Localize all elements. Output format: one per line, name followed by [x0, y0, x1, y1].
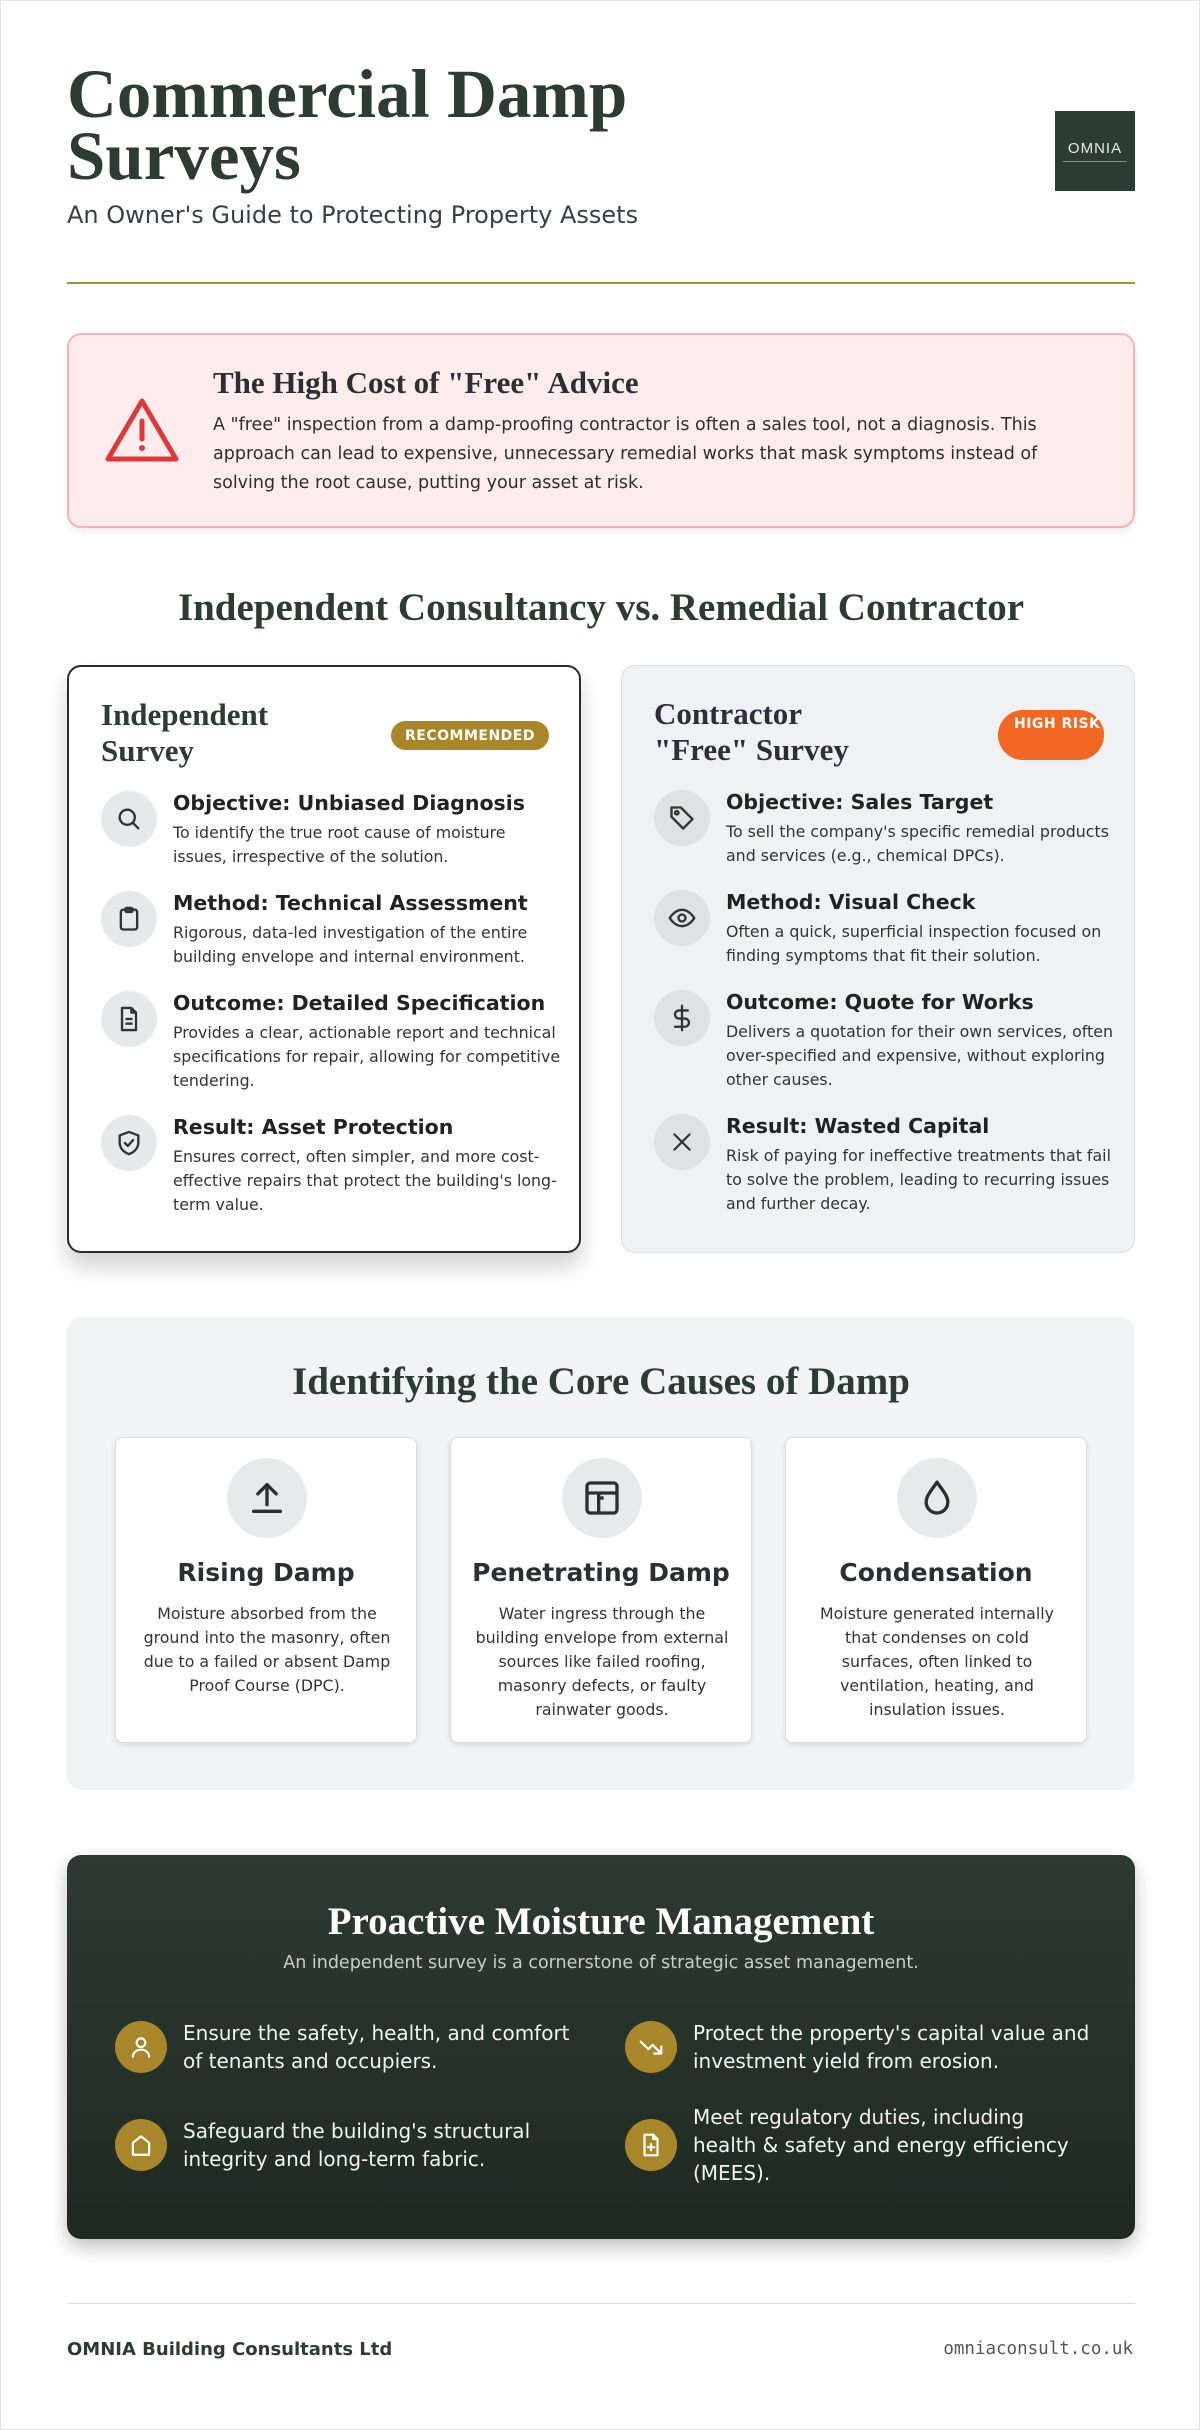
trend-down-icon: [625, 2021, 677, 2073]
item-text: Risk of paying for ineffective treatments that fail to solve the problem, leading to recurring issues and further decay.: [726, 1146, 1111, 1213]
item-text: Often a quick, superficial inspection focused on finding symptoms that fit their solution.: [726, 922, 1102, 965]
cause-title: Condensation: [839, 1558, 1033, 1587]
item-heading: Outcome: Quote for Works: [726, 990, 1034, 1014]
cause-text: Moisture absorbed from the ground into the masonry, often due to a failed or absent Damp Proof Course (DPC).: [143, 1604, 391, 1695]
recommended-badge: RECOMMENDED: [391, 721, 549, 750]
warning-title: The High Cost of "Free" Advice: [213, 365, 639, 400]
arrow-up-icon: [227, 1458, 307, 1538]
page-subtitle: An Owner's Guide to Protecting Property Assets: [67, 201, 639, 229]
management-subheading: An independent survey is a cornerstone of strategic asset management.: [283, 1953, 919, 1973]
item-text: To sell the company's specific remedial products and services (e.g., chemical DPCs).: [726, 822, 1109, 865]
management-heading: Proactive Moisture Management: [327, 1900, 875, 1943]
logo-tagline-line: [1063, 161, 1127, 163]
benefit-text: Protect the property's capital value and investment yield from erosion.: [693, 2021, 1090, 2073]
item-text: Ensures correct, often simpler, and more cost-effective repairs that protect the building's long-term value.: [173, 1147, 557, 1214]
item-text: To identify the true root cause of moisture issues, irrespective of the solution.: [173, 823, 506, 866]
droplet-icon: [897, 1458, 977, 1538]
contractor-card-title: Contractor "Free" Survey: [654, 696, 849, 767]
cause-text: Moisture generated internally that condenses on cold surfaces, often linked to ventilation, heating, and insulation issues.: [820, 1604, 1054, 1719]
cause-card-rising-damp: [115, 1437, 417, 1743]
warning-text: A "free" inspection from a damp-proofing contractor is often a sales tool, not a diagnosis. This approach can lead to expensive, unnecessary remedial works that mask symptoms instead of solving the root cause, putting your asset at risk.: [213, 415, 1038, 493]
comparison-heading: Independent Consultancy vs. Remedial Contractor: [177, 586, 1025, 629]
item-heading: Outcome: Detailed Specification: [173, 991, 546, 1015]
warning-triangle-icon: [103, 395, 181, 465]
benefit-text: Ensure the safety, health, and comfort of tenants and occupiers.: [183, 2021, 570, 2073]
header: [67, 56, 1135, 229]
cause-card-condensation: [785, 1437, 1087, 1743]
item-heading: Objective: Sales Target: [726, 790, 994, 814]
item-heading: Method: Technical Assessment: [173, 891, 528, 915]
file-plus-icon: [625, 2119, 677, 2171]
logo-text: OMNIA: [1067, 139, 1123, 157]
item-text: Provides a clear, actionable report and technical specifications for repair, allowing for competitive tendering.: [173, 1023, 561, 1090]
footer-website-link[interactable]: omniaconsult.co.uk: [943, 2339, 1133, 2359]
benefit-text: Safeguard the building's structural integrity and long-term fabric.: [183, 2119, 531, 2171]
high-risk-badge: HIGH RISK: [998, 710, 1104, 760]
warning-callout: [67, 333, 1135, 528]
contractor-survey-card: [621, 665, 1135, 1253]
window-icon: [562, 1458, 642, 1538]
footer-divider: [67, 2303, 1135, 2304]
tag-icon: [654, 790, 710, 846]
clipboard-icon: [101, 891, 157, 947]
independent-card-title: Independent Survey: [101, 697, 269, 768]
independent-survey-card: [67, 665, 581, 1253]
benefit-text: Meet regulatory duties, including health & safety and energy efficiency (MEES).: [693, 2105, 1069, 2185]
document-icon: [101, 991, 157, 1047]
footer-company: OMNIA Building Consultants Ltd: [67, 2339, 393, 2360]
item-text: Rigorous, data-led investigation of the entire building envelope and internal environment.: [173, 923, 528, 966]
shield-check-icon: [101, 1115, 157, 1171]
item-heading: Result: Asset Protection: [173, 1115, 454, 1139]
search-icon: [101, 791, 157, 847]
item-heading: Objective: Unbiased Diagnosis: [173, 791, 525, 815]
omnia-logo: [1055, 111, 1135, 191]
page-title: Commercial Damp Surveys: [67, 56, 628, 194]
cause-title: Penetrating Damp: [472, 1558, 730, 1587]
causes-heading: Identifying the Core Causes of Damp: [292, 1360, 910, 1403]
moisture-management-panel: [67, 1855, 1135, 2239]
item-heading: Method: Visual Check: [726, 890, 976, 914]
user-icon: [115, 2021, 167, 2073]
cause-text: Water ingress through the building envelope from external sources like failed roofing, masonry defects, or faulty rainwater goods.: [475, 1604, 729, 1719]
home-icon: [115, 2119, 167, 2171]
causes-section: [67, 1317, 1135, 1790]
eye-icon: [654, 890, 710, 946]
header-divider: [67, 282, 1135, 284]
item-text: Delivers a quotation for their own services, often over-specified and expensive, without exploring other causes.: [726, 1022, 1113, 1089]
x-icon: [654, 1114, 710, 1170]
dollar-icon: [654, 990, 710, 1046]
cause-title: Rising Damp: [177, 1558, 355, 1587]
item-heading: Result: Wasted Capital: [726, 1114, 990, 1138]
cause-card-penetrating-damp: [450, 1437, 752, 1743]
